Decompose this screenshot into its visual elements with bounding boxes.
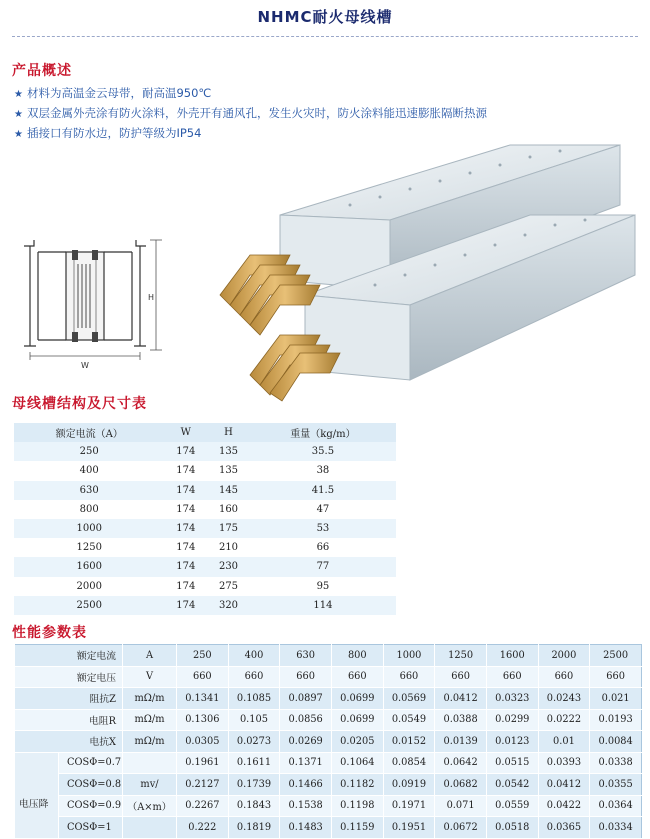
table-cell: 0.0152 xyxy=(383,731,435,753)
table-cell: 210 xyxy=(207,538,250,557)
table-cell: 0.0518 xyxy=(486,817,538,839)
table-row xyxy=(14,461,396,480)
unit-cell: mΩ/m xyxy=(123,709,177,731)
table-cell: 0.0364 xyxy=(590,795,642,817)
table-cell: 2000 xyxy=(538,645,590,667)
table-cell: 1600 xyxy=(486,645,538,667)
table-cell: 47 xyxy=(250,500,396,519)
table-cell: 0.0355 xyxy=(590,774,642,796)
star-bullet-icon: ★ xyxy=(14,129,23,140)
table-cell: 0.1466 xyxy=(280,774,332,796)
table-cell: 0.0422 xyxy=(538,795,590,817)
table-cell: 0.0542 xyxy=(486,774,538,796)
table-cell: 0.1483 xyxy=(280,817,332,839)
table-cell: 0.0559 xyxy=(486,795,538,817)
table-cell: 0.021 xyxy=(590,688,642,710)
table-cell: 0.2267 xyxy=(177,795,229,817)
page-title: NHMC耐火母线槽 xyxy=(257,8,393,26)
table-cell: 95 xyxy=(250,577,396,596)
table-cell: 0.0515 xyxy=(486,752,538,774)
unit-cell: mΩ/m xyxy=(123,688,177,710)
table-cell: 660 xyxy=(331,666,383,688)
performance-table xyxy=(14,644,642,839)
table-cell: 0.1971 xyxy=(383,795,435,817)
table-cell: 0.0412 xyxy=(435,688,487,710)
table-cell: 1000 xyxy=(383,645,435,667)
row-label: 额定电流 xyxy=(15,645,123,667)
table-cell: 135 xyxy=(207,461,250,480)
table-cell: 0.0139 xyxy=(435,731,487,753)
table-cell: 0.0243 xyxy=(538,688,590,710)
unit-cell: A xyxy=(123,645,177,667)
table-cell: 0.0856 xyxy=(280,709,332,731)
table-cell: 0.0305 xyxy=(177,731,229,753)
table-cell: 0.0642 xyxy=(435,752,487,774)
table-cell: 0.1306 xyxy=(177,709,229,731)
rated-current-row xyxy=(15,645,642,667)
table-cell: 660 xyxy=(538,666,590,688)
star-bullet-icon: ★ xyxy=(14,89,23,100)
performance-heading: 性能参数表 xyxy=(12,625,87,641)
table-cell: 135 xyxy=(207,442,250,461)
table-cell: 160 xyxy=(207,500,250,519)
table-row xyxy=(14,519,396,538)
table-cell: 1250 xyxy=(435,645,487,667)
table-cell: 0.1371 xyxy=(280,752,332,774)
star-bullet-icon: ★ xyxy=(14,109,23,120)
rated-voltage-row xyxy=(15,666,642,688)
voltage-drop-row xyxy=(15,774,642,796)
table-cell: 2500 xyxy=(590,645,642,667)
table-cell: 174 xyxy=(164,557,207,576)
power-factor-label: COSΦ=0.8 xyxy=(59,774,123,796)
table-cell: 0.0123 xyxy=(486,731,538,753)
voltage-drop-row xyxy=(15,817,642,839)
table-cell: 0.0193 xyxy=(590,709,642,731)
table-cell: 174 xyxy=(164,442,207,461)
table-cell: 0.0672 xyxy=(435,817,487,839)
table-cell: 0.0897 xyxy=(280,688,332,710)
table-cell: 0.0269 xyxy=(280,731,332,753)
column-header: 重量（kg/m） xyxy=(250,423,396,442)
feature-list xyxy=(14,84,487,144)
table-cell: 0.1198 xyxy=(331,795,383,817)
power-factor-label: COSΦ=0.9 xyxy=(59,795,123,817)
table-row xyxy=(14,481,396,500)
table-row xyxy=(14,538,396,557)
table-cell: 0.0919 xyxy=(383,774,435,796)
table-cell: 320 xyxy=(207,596,250,615)
table-cell: 114 xyxy=(250,596,396,615)
table-cell: 77 xyxy=(250,557,396,576)
reactance-row xyxy=(15,731,642,753)
voltage-drop-label: 电压降 xyxy=(15,752,59,838)
table-cell: 174 xyxy=(164,461,207,480)
row-label: 电抗X xyxy=(15,731,123,753)
feature-item: ★ 插接口有防水边，防护等级为IP54 xyxy=(14,126,202,140)
voltage-drop-row xyxy=(15,752,642,774)
table-cell: 0.1961 xyxy=(177,752,229,774)
table-cell: 800 xyxy=(14,500,164,519)
table-cell: 174 xyxy=(164,577,207,596)
table-cell: 0.01 xyxy=(538,731,590,753)
table-cell: 0.1341 xyxy=(177,688,229,710)
row-label: 电阻R xyxy=(15,709,123,731)
row-label: 阻抗Z xyxy=(15,688,123,710)
table-cell: 1250 xyxy=(14,538,164,557)
table-cell: 660 xyxy=(280,666,332,688)
table-cell: 660 xyxy=(177,666,229,688)
table-cell: 145 xyxy=(207,481,250,500)
table-cell: 0.1739 xyxy=(228,774,280,796)
table-cell: 0.105 xyxy=(228,709,280,731)
table-cell: 400 xyxy=(228,645,280,667)
table-cell: 175 xyxy=(207,519,250,538)
overview-heading: 产品概述 xyxy=(12,63,72,79)
table-cell: 53 xyxy=(250,519,396,538)
table-cell: 0.1843 xyxy=(228,795,280,817)
table-cell: 275 xyxy=(207,577,250,596)
table-cell: 174 xyxy=(164,596,207,615)
table-cell: 0.0323 xyxy=(486,688,538,710)
table-cell: 0.0334 xyxy=(590,817,642,839)
table-cell: 174 xyxy=(164,481,207,500)
table-cell: 0.0549 xyxy=(383,709,435,731)
table-cell: 0.0222 xyxy=(538,709,590,731)
table-cell: 660 xyxy=(486,666,538,688)
table-cell: 0.0854 xyxy=(383,752,435,774)
table-cell: 174 xyxy=(164,538,207,557)
busway-product-illustration xyxy=(210,145,640,395)
table-cell: 0.0273 xyxy=(228,731,280,753)
table-cell: 174 xyxy=(164,519,207,538)
unit-cell: mv/ xyxy=(123,774,177,796)
table-cell: 0.0699 xyxy=(331,688,383,710)
table-row xyxy=(14,500,396,519)
table-row xyxy=(14,442,396,461)
table-cell: 0.0569 xyxy=(383,688,435,710)
table-cell: 1600 xyxy=(14,557,164,576)
table-cell: 800 xyxy=(331,645,383,667)
dimensions-heading: 母线槽结构及尺寸表 xyxy=(12,396,147,412)
table-cell: 0.0412 xyxy=(538,774,590,796)
table-cell: 0.0388 xyxy=(435,709,487,731)
table-cell: 0.1611 xyxy=(228,752,280,774)
table-cell: 0.1064 xyxy=(331,752,383,774)
width-dimension-label: W xyxy=(81,361,89,370)
table-cell: 630 xyxy=(14,481,164,500)
unit-cell: V xyxy=(123,666,177,688)
resistance-row xyxy=(15,709,642,731)
dimensions-table xyxy=(14,423,396,615)
table-cell: 400 xyxy=(14,461,164,480)
table-cell: 0.0338 xyxy=(590,752,642,774)
table-row xyxy=(14,577,396,596)
table-cell: 0.0205 xyxy=(331,731,383,753)
table-cell: 0.0393 xyxy=(538,752,590,774)
table-cell: 0.1819 xyxy=(228,817,280,839)
column-header: 额定电流（A） xyxy=(14,423,164,442)
table-cell: 0.1182 xyxy=(331,774,383,796)
power-factor-label: COSΦ=0.7 xyxy=(59,752,123,774)
unit-cell xyxy=(123,752,177,774)
table-cell: 250 xyxy=(177,645,229,667)
table-cell: 0.1085 xyxy=(228,688,280,710)
table-header-row xyxy=(14,423,396,442)
table-cell: 230 xyxy=(207,557,250,576)
unit-cell xyxy=(123,817,177,839)
table-cell: 0.2127 xyxy=(177,774,229,796)
table-cell: 66 xyxy=(250,538,396,557)
voltage-drop-row xyxy=(15,795,642,817)
table-cell: 174 xyxy=(164,500,207,519)
table-cell: 0.0299 xyxy=(486,709,538,731)
table-cell: 0.0699 xyxy=(331,709,383,731)
unit-cell: mΩ/m xyxy=(123,731,177,753)
unit-cell: （A×m） xyxy=(123,795,177,817)
table-cell: 660 xyxy=(383,666,435,688)
table-cell: 0.0365 xyxy=(538,817,590,839)
table-cell: 0.0682 xyxy=(435,774,487,796)
table-cell: 0.1538 xyxy=(280,795,332,817)
table-cell: 0.0084 xyxy=(590,731,642,753)
column-header: H xyxy=(207,423,250,442)
height-dimension-label: H xyxy=(148,293,155,302)
table-cell: 660 xyxy=(590,666,642,688)
table-cell: 1000 xyxy=(14,519,164,538)
feature-item: ★ 材料为高温金云母带，耐高温950℃ xyxy=(14,86,212,100)
table-cell: 0.222 xyxy=(177,817,229,839)
impedance-row xyxy=(15,688,642,710)
table-cell: 38 xyxy=(250,461,396,480)
table-row xyxy=(14,557,396,576)
table-cell: 250 xyxy=(14,442,164,461)
column-header: W xyxy=(164,423,207,442)
row-label: 额定电压 xyxy=(15,666,123,688)
table-row xyxy=(14,596,396,615)
table-cell: 660 xyxy=(435,666,487,688)
table-cell: 41.5 xyxy=(250,481,396,500)
table-cell: 660 xyxy=(228,666,280,688)
table-cell: 35.5 xyxy=(250,442,396,461)
table-cell: 2000 xyxy=(14,577,164,596)
table-cell: 630 xyxy=(280,645,332,667)
feature-item: ★ 双层金属外壳涂有防火涂料，外壳开有通风孔，发生火灾时，防火涂料能迅速膨胀隔断热源 xyxy=(14,106,487,120)
title-divider xyxy=(12,36,638,37)
table-cell: 0.071 xyxy=(435,795,487,817)
table-cell: 2500 xyxy=(14,596,164,615)
table-cell: 0.1951 xyxy=(383,817,435,839)
cross-section-diagram xyxy=(18,232,168,372)
power-factor-label: COSΦ=1 xyxy=(59,817,123,839)
table-cell: 0.1159 xyxy=(331,817,383,839)
